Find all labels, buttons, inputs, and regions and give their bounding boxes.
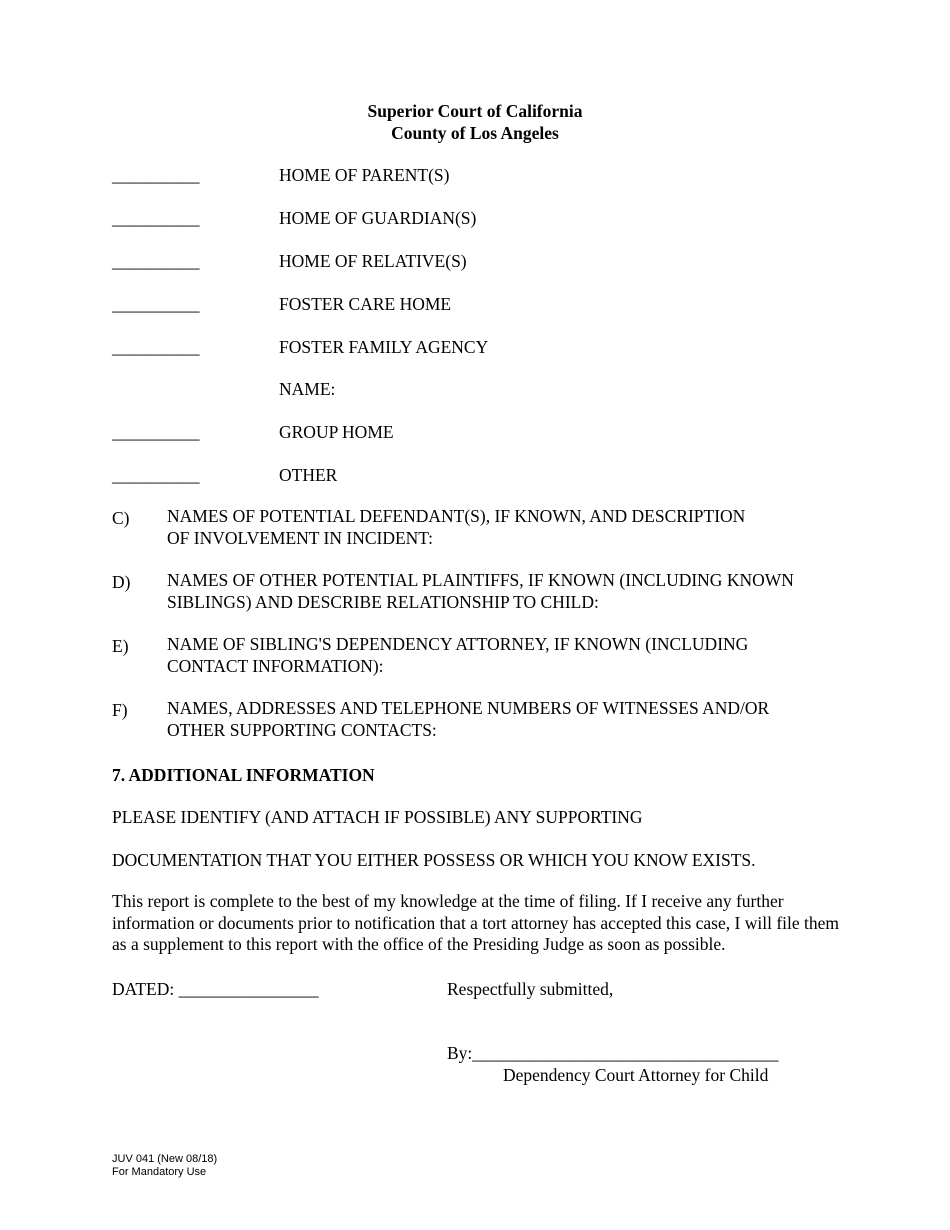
item-c-line2: OF INVOLVEMENT IN INCIDENT: [167, 527, 433, 548]
signature-line[interactable]: By:___________________________________ [447, 1043, 779, 1063]
item-e-letter: E) [112, 636, 129, 656]
item-e-line2: CONTACT INFORMATION): [167, 655, 384, 676]
form-footer [112, 1153, 217, 1178]
completion-statement: This report is complete to the best of my knowledge at the time of filing. If I receive any further information or documents prior to notification that a tort attorney has accepted this case, I will file them as a supplement to this report with the office of the Presiding Judge as soon as possible. [112, 891, 840, 954]
item-f-text [167, 698, 769, 741]
placement-blank-relatives[interactable]: __________ [112, 251, 200, 271]
signer-title: Dependency Court Attorney for Child [503, 1065, 769, 1085]
additional-info-line1: PLEASE IDENTIFY (AND ATTACH IF POSSIBLE) ANY SUPPORTING [112, 807, 643, 827]
item-f-line1: NAMES, ADDRESSES AND TELEPHONE NUMBERS OF WITNESSES AND/OR [167, 698, 770, 718]
item-c-line1: NAMES OF POTENTIAL DEFENDANT(S), IF KNOWN, AND DESCRIPTION [167, 506, 746, 526]
respectfully-submitted: Respectfully submitted, [447, 979, 614, 999]
item-e-line1: NAME OF SIBLING'S DEPENDENCY ATTORNEY, IF KNOWN (INCLUDING [167, 634, 749, 654]
placement-blank-guardians[interactable]: __________ [112, 208, 200, 228]
item-d-line1: NAMES OF OTHER POTENTIAL PLAINTIFFS, IF KNOWN (INCLUDING KNOWN [167, 570, 794, 590]
placement-blank-parents[interactable]: __________ [112, 165, 200, 185]
option-home-of-relatives: HOME OF RELATIVE(S) [279, 251, 467, 271]
form-usage: For Mandatory Use [112, 1165, 207, 1178]
placement-blank-other[interactable]: __________ [112, 465, 200, 485]
option-agency-name-label: NAME: [279, 379, 336, 399]
item-d-line2: SIBLINGS) AND DESCRIBE RELATIONSHIP TO CHILD: [167, 591, 599, 612]
item-d-text [167, 570, 794, 613]
form-number: JUV 041 (New 08/18) [112, 1153, 218, 1165]
option-home-of-guardians: HOME OF GUARDIAN(S) [279, 208, 477, 228]
item-f-letter: F) [112, 700, 128, 720]
option-group-home: GROUP HOME [279, 422, 394, 442]
option-other: OTHER [279, 465, 338, 485]
option-foster-family-agency: FOSTER FAMILY AGENCY [279, 337, 489, 357]
item-c-letter: C) [112, 508, 130, 528]
item-e-text [167, 634, 748, 677]
court-name: Superior Court of California [367, 101, 583, 121]
item-d-letter: D) [112, 572, 131, 592]
section-7-heading: 7. ADDITIONAL INFORMATION [112, 765, 375, 785]
additional-info-line2: DOCUMENTATION THAT YOU EITHER POSSESS OR WHICH YOU KNOW EXISTS. [112, 850, 756, 870]
placement-blank-foster-family[interactable]: __________ [112, 337, 200, 357]
county-name: County of Los Angeles [391, 123, 559, 143]
item-f-line2: OTHER SUPPORTING CONTACTS: [167, 719, 437, 740]
dated-field[interactable]: DATED: ________________ [112, 979, 319, 999]
placement-blank-foster-care[interactable]: __________ [112, 294, 200, 314]
item-c-text [167, 506, 745, 549]
placement-blank-group-home[interactable]: __________ [112, 422, 200, 442]
option-home-of-parents: HOME OF PARENT(S) [279, 165, 450, 185]
option-foster-care-home: FOSTER CARE HOME [279, 294, 452, 314]
